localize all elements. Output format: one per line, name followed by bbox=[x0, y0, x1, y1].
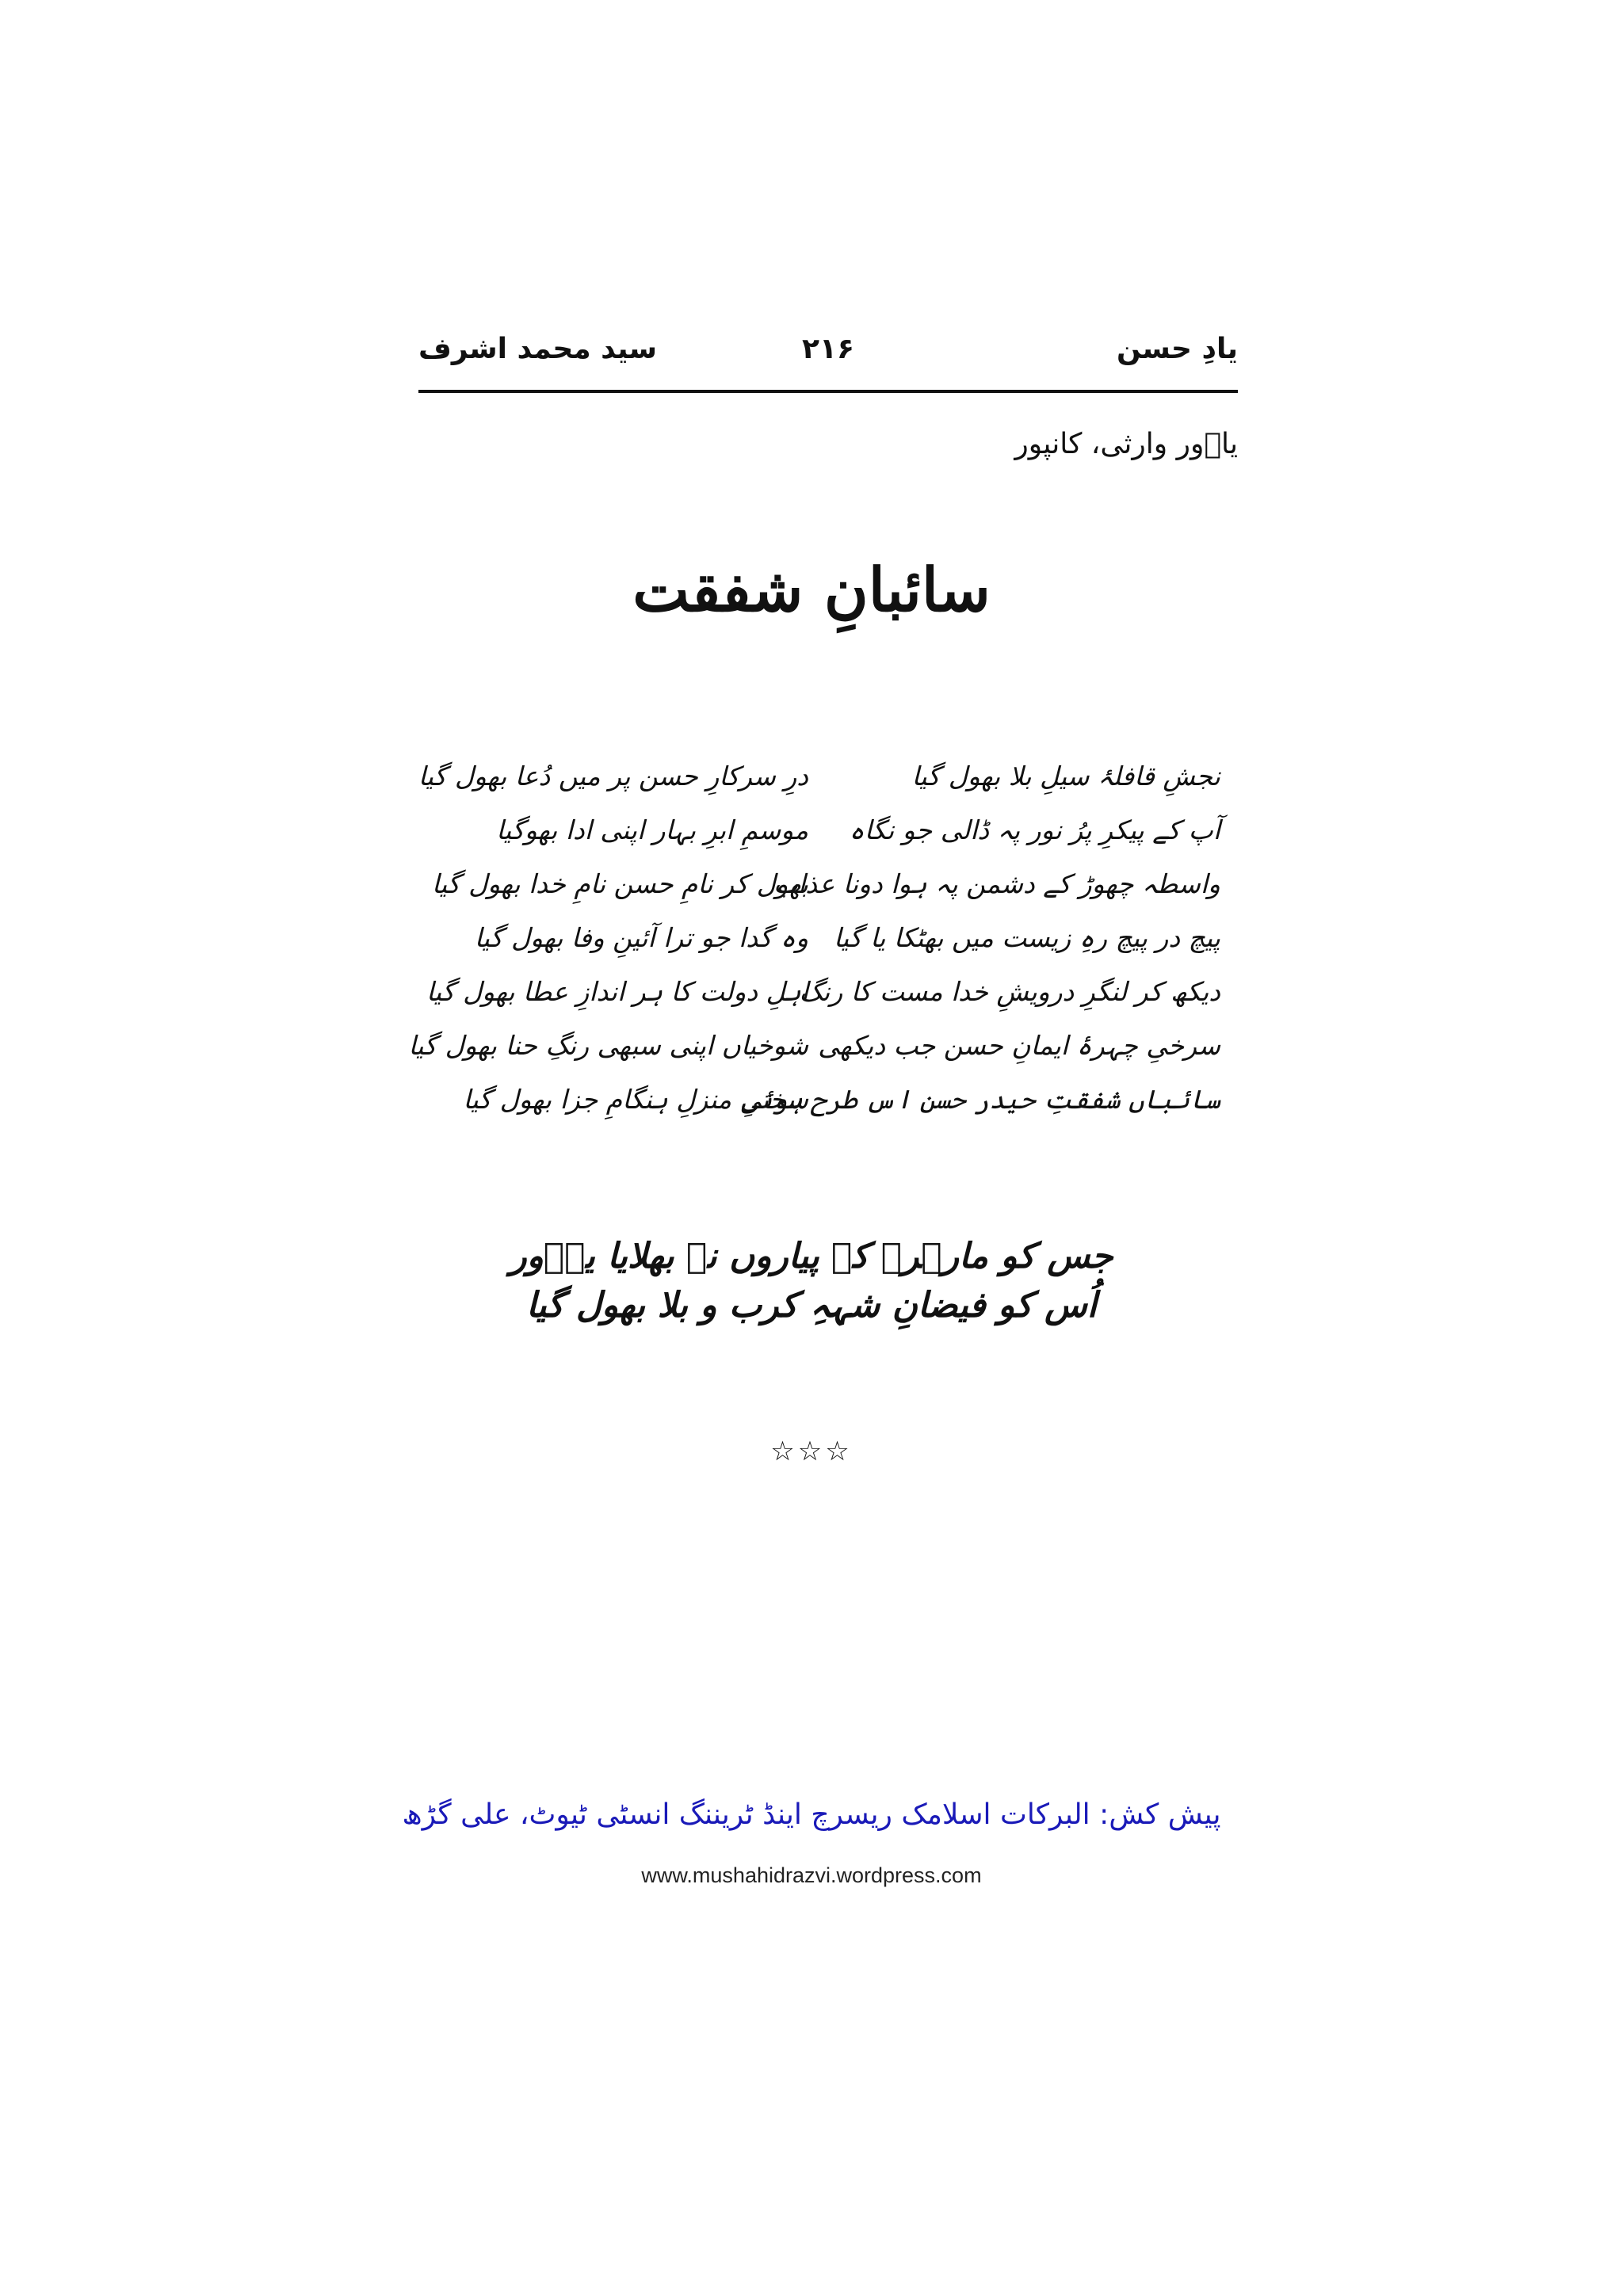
first-hemistich: سرخیِ چہرۂ ایمانِ حسن جب دیکھی bbox=[818, 1030, 1220, 1061]
final-couplet-line-2: اُس کو فیضانِ شہہِ کرب و بلا بھول گیا bbox=[525, 1285, 1098, 1325]
second-hemistich: بھول کر نامِ حسن نامِ خدا بھول گیا bbox=[431, 868, 808, 899]
publisher-credit: پیش کش: البرکات اسلامک ریسرچ اینڈ ٹریننگ انسٹی ٹیوٹ، علی گڑھ bbox=[402, 1798, 1221, 1831]
second-hemistich: موسمِ ابرِ بہار اپنی ادا بھوگیا bbox=[496, 814, 808, 845]
book-title: یادِ حسن bbox=[1116, 333, 1238, 365]
first-hemistich: دیکھ کر لنگرِ درویشِ خدا مست کا رنگ bbox=[799, 976, 1220, 1007]
website-url: www.mushahidrazvi.wordpress.com bbox=[641, 1863, 982, 1887]
header-divider bbox=[418, 390, 1238, 393]
poem-title: سائبانِ شفقت bbox=[632, 555, 991, 625]
couplet bbox=[428, 914, 1220, 968]
second-hemistich: وہ گدا جو ترا آئینِ وفا بھول گیا bbox=[474, 922, 808, 953]
page-number: ۲۱۶ bbox=[802, 333, 854, 365]
ghazal-body bbox=[408, 753, 1220, 1130]
couplet bbox=[428, 860, 1220, 914]
second-hemistich: اہلِ دولت کا ہر اندازِ عطا بھول گیا bbox=[426, 976, 808, 1007]
couplet bbox=[428, 807, 1220, 860]
couplet bbox=[408, 1022, 1220, 1076]
second-hemistich: شوخیاں اپنی سبھی رنگِ حنا بھول گیا bbox=[408, 1030, 808, 1061]
compiler-name: سید محمد اشرف bbox=[418, 333, 658, 365]
first-hemistich: نجشِ قافلۂ سیلِ بلا بھول گیا bbox=[911, 761, 1220, 791]
couplet bbox=[418, 753, 1220, 807]
first-hemistich: سائباں شفقتِ حیدر حسن اس طرح ہوئی bbox=[741, 1084, 1220, 1115]
final-couplet-line-1: جس کو مارہرہ کے پیاروں نے بھلایا یاؔور bbox=[510, 1236, 1113, 1276]
couplet bbox=[428, 968, 1220, 1022]
second-hemistich: درِ سرکارِ حسن پر میں دُعا بھول گیا bbox=[418, 761, 808, 791]
running-header bbox=[418, 317, 1238, 388]
section-end-stars: ☆☆☆ bbox=[770, 1436, 853, 1467]
first-hemistich: آپ کے پیکرِ پرُ نور پہ ڈالی جو نگاہ bbox=[849, 814, 1220, 845]
poet-name: یاؔور وارثی، کانپور bbox=[1014, 428, 1238, 460]
first-hemistich: پیچ در پیچ رہِ زیست میں بھٹکا یا گیا bbox=[833, 922, 1220, 953]
final-couplet bbox=[0, 1232, 1623, 1330]
couplet bbox=[428, 1076, 1220, 1130]
first-hemistich: واسطہ چھوڑ کے دشمن پہ ہوا دونا عذاب bbox=[773, 868, 1220, 899]
second-hemistich: سختیِ منزلِ ہنگامِ جزا بھول گیا bbox=[463, 1084, 808, 1115]
